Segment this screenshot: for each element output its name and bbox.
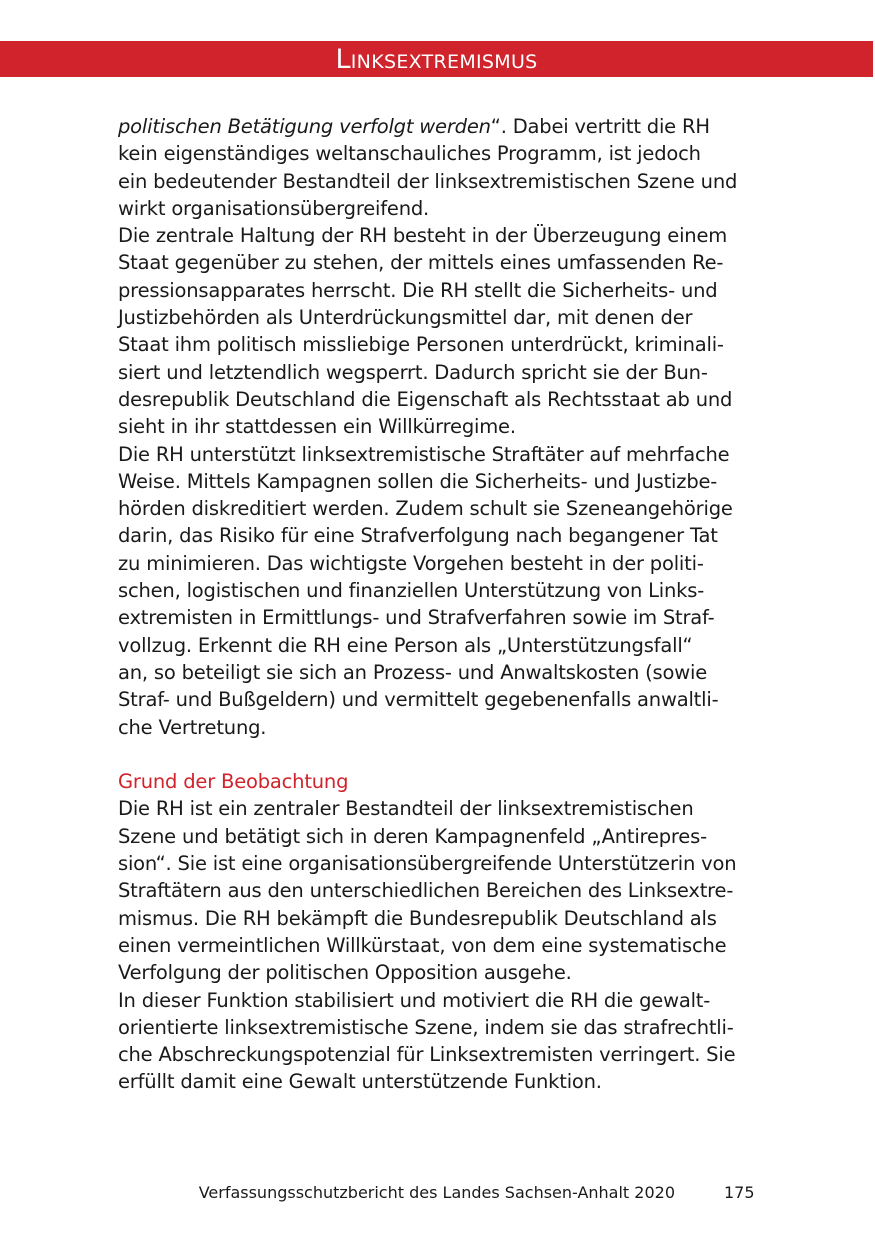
body-line: mismus. Die RH bekämpft die Bundesrepublik Deutschland als	[118, 906, 717, 930]
body-line: an, so beteiligt sie sich an Prozess- und Anwaltskosten (sowie	[118, 660, 708, 684]
body-line: ein bedeutender Bestandteil der linksextremistischen Szene und	[118, 169, 738, 193]
body-line: Szene und betätigt sich in deren Kampagnenfeld „Antirepres-	[118, 824, 707, 848]
chapter-header-bar	[0, 41, 873, 77]
italic-quote: politischen Betätigung verfolgt werden	[118, 115, 491, 138]
paragraph-gap	[118, 741, 758, 768]
page-footer	[0, 1182, 875, 1206]
body-line: darin, das Risiko für eine Strafverfolgung nach begangener Tat	[118, 524, 718, 548]
body-line: siert und letztendlich wegsperrt. Dadurch spricht sie der Bun-	[118, 360, 708, 384]
body-line: einen vermeintlichen Willkürstaat, von dem eine systematische	[118, 933, 727, 957]
body-line: kein eigenständiges weltanschauliches Programm, ist jedoch	[118, 142, 701, 166]
body-line: In dieser Funktion stabilisiert und motiviert die RH die gewalt-	[118, 988, 711, 1012]
section-heading: Grund der Beobachtung	[118, 770, 349, 794]
body-line: Straftätern aus den unterschiedlichen Bereichen des Linksextre-	[118, 879, 734, 903]
body-line: Die RH unterstützt linksextremistische Straftäter auf mehrfache	[118, 442, 730, 466]
body-line: Verfolgung der politischen Opposition ausgehe.	[118, 961, 572, 985]
body-line: che Vertretung.	[118, 715, 267, 739]
body-line: Staat ihm politisch missliebige Personen unterdrückt, kriminali-	[118, 333, 724, 357]
body-line: erfüllt damit eine Gewalt unterstützende Funktion.	[118, 1070, 602, 1094]
body-line: Staat gegenüber zu stehen, der mittels eines umfassenden Re-	[118, 251, 724, 275]
body-line: zu minimieren. Das wichtigste Vorgehen besteht in der politi-	[118, 551, 704, 575]
body-line: Weise. Mittels Kampagnen sollen die Sicherheits- und Justizbe-	[118, 469, 718, 493]
publication-title: Verfassungsschutzbericht des Landes Sachsen-Anhalt 2020	[198, 1183, 675, 1202]
body-line	[118, 113, 758, 140]
body-line: sion“. Sie ist eine organisationsübergreifende Unterstützerin von	[118, 852, 737, 876]
page-number: 175	[724, 1183, 755, 1202]
body-line: vollzug. Erkennt die RH eine Person als „Unterstützungsfall“	[118, 633, 693, 657]
body-text: “. Dabei vertritt die RH	[490, 115, 710, 138]
body-line: Die zentrale Haltung der RH besteht in der Überzeugung einem	[118, 224, 728, 248]
body-line: Die RH ist ein zentraler Bestandteil der linksextremistischen	[118, 797, 694, 821]
main-content	[118, 113, 758, 1096]
body-line: desrepublik Deutschland die Eigenschaft als Rechtsstaat ab und	[118, 387, 733, 411]
body-line: wirkt organisationsübergreifend.	[118, 196, 430, 220]
body-line: pressionsapparates herrscht. Die RH stellt die Sicherheits- und	[118, 278, 718, 302]
body-line: Justizbehörden als Unterdrückungsmittel dar, mit denen der	[118, 306, 693, 330]
body-line: sieht in ihr stattdessen ein Willkürregime.	[118, 415, 516, 439]
body-line: extremisten in Ermittlungs- und Strafverfahren sowie im Straf-	[118, 606, 715, 630]
body-line: che Abschreckungspotenzial für Linksextremisten verringert. Sie	[118, 1043, 736, 1067]
body-line: schen, logistischen und finanziellen Unterstützung von Links-	[118, 579, 705, 603]
chapter-title: Linksextremismus	[335, 44, 538, 75]
body-line: orientierte linksextremistische Szene, indem sie das strafrechtli-	[118, 1015, 734, 1039]
body-line: Straf- und Bußgeldern) und vermittelt gegebenenfalls anwaltli-	[118, 688, 719, 712]
body-line: hörden diskreditiert werden. Zudem schult sie Szeneangehörige	[118, 497, 733, 521]
